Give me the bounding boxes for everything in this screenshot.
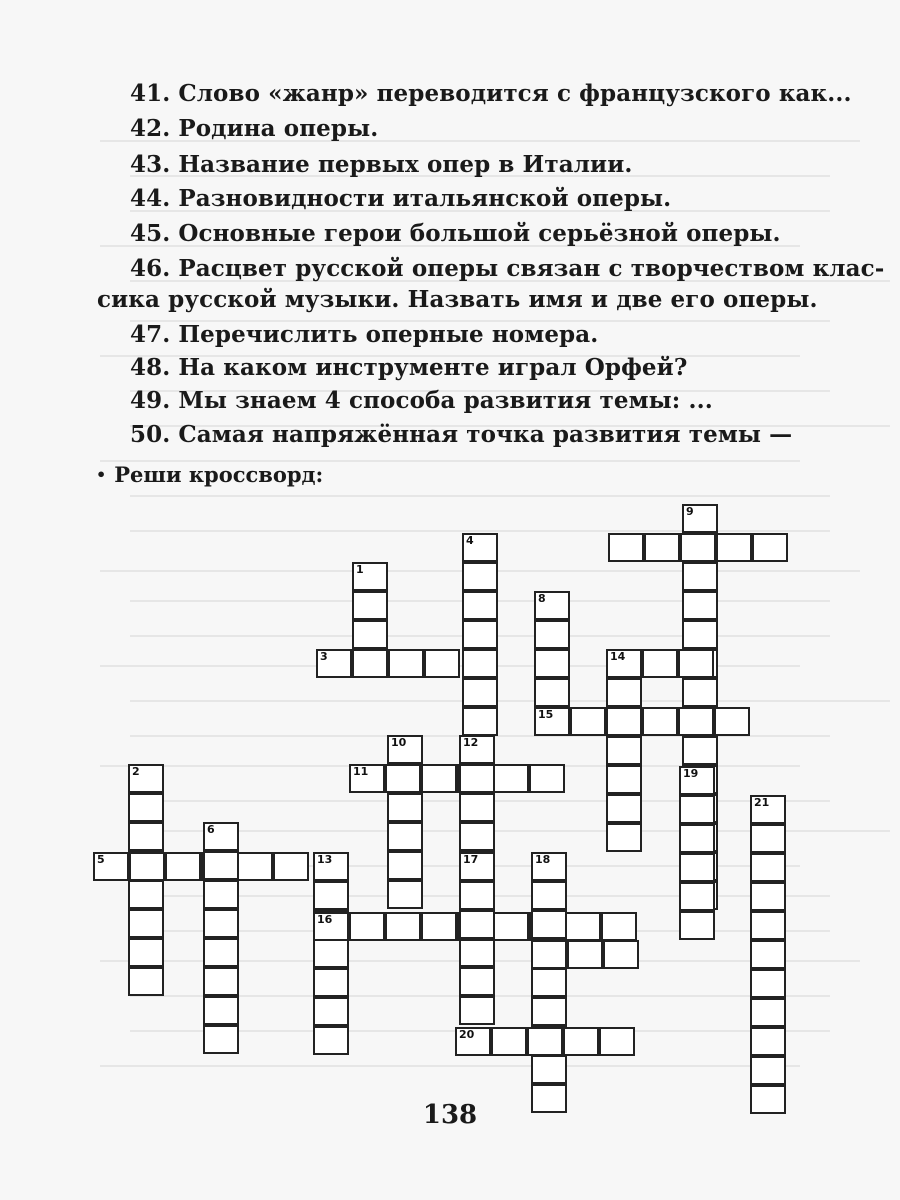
crossword-cell[interactable]: [750, 969, 786, 998]
crossword-cell[interactable]: [313, 852, 349, 881]
crossword-cell[interactable]: [527, 1027, 563, 1056]
crossword-cell[interactable]: [352, 562, 388, 591]
crossword-cell[interactable]: [387, 735, 423, 764]
crossword-cell[interactable]: [491, 1027, 527, 1056]
crossword-cell[interactable]: [493, 912, 529, 941]
crossword-cell[interactable]: [570, 707, 606, 736]
question-46-continuation: сика русской музыки. Назвать имя и две его оперы.: [97, 286, 818, 313]
crossword-cell[interactable]: [644, 533, 680, 562]
crossword-cell[interactable]: [534, 649, 570, 678]
page-number: 138: [422, 1100, 478, 1130]
crossword-cell[interactable]: [424, 649, 460, 678]
crossword-cell[interactable]: [93, 852, 129, 881]
crossword-cell[interactable]: [606, 736, 642, 765]
crossword-cell[interactable]: [387, 822, 423, 851]
crossword-cell[interactable]: [752, 533, 788, 562]
crossword-cell[interactable]: [531, 1055, 567, 1084]
crossword-cell[interactable]: [531, 968, 567, 997]
question-45: 45. Основные герои большой серьёзной оперы.: [130, 220, 781, 247]
crossword-cell[interactable]: [349, 764, 385, 793]
crossword-clue-number: 6: [207, 823, 215, 836]
crossword-cell[interactable]: [128, 822, 164, 851]
crossword-cell[interactable]: [455, 1027, 491, 1056]
crossword-cell[interactable]: [203, 880, 239, 909]
crossword-cell[interactable]: [459, 881, 495, 910]
crossword-cell[interactable]: [459, 822, 495, 851]
crossword-cell[interactable]: [352, 591, 388, 620]
crossword-cell[interactable]: [462, 707, 498, 736]
crossword-cell[interactable]: [750, 853, 786, 882]
crossword-cell[interactable]: [682, 620, 718, 649]
crossword-cell[interactable]: [459, 996, 495, 1025]
question-44: 44. Разновидности итальянской оперы.: [130, 185, 672, 212]
crossword-cell[interactable]: [679, 911, 715, 940]
question-50: 50. Самая напряжённая точка развития темы —: [130, 421, 793, 448]
crossword-cell[interactable]: [459, 793, 495, 822]
crossword-cell[interactable]: [385, 764, 421, 793]
crossword-cell[interactable]: [128, 967, 164, 996]
crossword-cell[interactable]: [606, 765, 642, 794]
crossword-cell[interactable]: [388, 649, 424, 678]
crossword-cell[interactable]: [680, 533, 716, 562]
crossword-cell[interactable]: [128, 909, 164, 938]
crossword-clue-number: 18: [535, 853, 551, 866]
crossword-cell[interactable]: [750, 795, 786, 824]
crossword-cell[interactable]: [459, 852, 495, 881]
crossword-cell[interactable]: [682, 562, 718, 591]
crossword-cell[interactable]: [129, 852, 165, 881]
crossword-cell[interactable]: [462, 533, 498, 562]
crossword-cell[interactable]: [352, 620, 388, 649]
crossword-cell[interactable]: [529, 764, 565, 793]
crossword-cell[interactable]: [567, 940, 603, 969]
crossword-cell[interactable]: [203, 822, 239, 851]
crossword-cell[interactable]: [603, 940, 639, 969]
crossword-cell[interactable]: [128, 938, 164, 967]
crossword-cell[interactable]: [682, 736, 718, 765]
crossword-cell[interactable]: [128, 764, 164, 793]
crossword-cell[interactable]: [462, 562, 498, 591]
crossword-cell[interactable]: [462, 620, 498, 649]
crossword-cell[interactable]: [387, 880, 423, 909]
crossword-cell[interactable]: [313, 912, 349, 941]
crossword-cell[interactable]: [750, 1027, 786, 1056]
crossword-cell[interactable]: [642, 707, 678, 736]
crossword-clue-number: 11: [353, 765, 369, 778]
crossword-cell[interactable]: [606, 794, 642, 823]
crossword-cell[interactable]: [606, 649, 642, 678]
crossword-cell[interactable]: [313, 939, 349, 968]
crossword-cell[interactable]: [459, 735, 495, 764]
crossword-cell[interactable]: [534, 707, 570, 736]
crossword-cell[interactable]: [273, 852, 309, 881]
crossword-clue-number: 10: [391, 736, 407, 749]
crossword-cell[interactable]: [682, 591, 718, 620]
crossword-cell[interactable]: [493, 764, 529, 793]
crossword-cell[interactable]: [531, 881, 567, 910]
crossword-cell[interactable]: [462, 591, 498, 620]
crossword-cell[interactable]: [679, 853, 715, 882]
crossword-cell[interactable]: [534, 678, 570, 707]
crossword-cell[interactable]: [203, 1025, 239, 1054]
crossword-cell[interactable]: [750, 911, 786, 940]
question-46: 46. Расцвет русской оперы связан с творчеством клас-: [130, 255, 885, 282]
crossword-cell[interactable]: [565, 912, 601, 941]
crossword-cell[interactable]: [750, 998, 786, 1027]
crossword-cell[interactable]: [128, 793, 164, 822]
crossword-cell[interactable]: [459, 938, 495, 967]
crossword-cell[interactable]: [679, 824, 715, 853]
crossword-cell[interactable]: [387, 851, 423, 880]
crossword-clue-number: 9: [686, 505, 694, 518]
crossword-cell[interactable]: [679, 766, 715, 795]
crossword-cell[interactable]: [421, 764, 457, 793]
crossword-cell[interactable]: [203, 996, 239, 1025]
crossword-cell[interactable]: [682, 504, 718, 533]
crossword-cell[interactable]: [606, 678, 642, 707]
crossword-cell[interactable]: [678, 649, 714, 678]
crossword-cell[interactable]: [385, 912, 421, 941]
question-47: 47. Перечислить оперные номера.: [130, 321, 599, 348]
question-48: 48. На каком инструменте играл Орфей?: [130, 354, 688, 381]
crossword-cell[interactable]: [678, 707, 714, 736]
crossword-clue-number: 16: [317, 913, 333, 926]
question-49: 49. Мы знаем 4 способа развития темы: ...: [130, 387, 713, 414]
crossword-clue-number: 13: [317, 853, 333, 866]
crossword-cell[interactable]: [349, 912, 385, 941]
crossword-cell[interactable]: [462, 649, 498, 678]
crossword-cell[interactable]: [203, 967, 239, 996]
crossword-cell[interactable]: [750, 940, 786, 969]
crossword-cell[interactable]: [352, 649, 388, 678]
bullet-icon: •: [96, 465, 107, 484]
crossword-cell[interactable]: [642, 649, 678, 678]
question-43: 43. Название первых опер в Италии.: [130, 151, 633, 178]
crossword-cell[interactable]: [534, 620, 570, 649]
question-41: 41. Слово «жанр» переводится с французского как...: [130, 80, 852, 107]
crossword-cell[interactable]: [682, 678, 718, 707]
crossword-cell[interactable]: [608, 533, 644, 562]
crossword-cell[interactable]: [531, 997, 567, 1026]
crossword-clue-number: 19: [683, 767, 699, 780]
crossword-cell[interactable]: [606, 707, 642, 736]
crossword-cell[interactable]: [599, 1027, 635, 1056]
crossword-cell[interactable]: [237, 852, 273, 881]
crossword-clue-number: 17: [463, 853, 479, 866]
crossword-cell[interactable]: [531, 910, 567, 939]
crossword-clue-number: 14: [610, 650, 626, 663]
question-42: 42. Родина оперы.: [130, 115, 379, 142]
crossword-cell[interactable]: [606, 823, 642, 852]
crossword-clue-number: 12: [463, 736, 479, 749]
crossword-cell[interactable]: [459, 910, 495, 939]
crossword-clue-number: 1: [356, 563, 364, 576]
crossword-cell[interactable]: [531, 940, 567, 969]
crossword-cell[interactable]: [313, 997, 349, 1026]
crossword-cell[interactable]: [534, 591, 570, 620]
crossword-cell[interactable]: [316, 649, 352, 678]
crossword-cell[interactable]: [203, 938, 239, 967]
crossword-cell[interactable]: [750, 882, 786, 911]
crossword-cell[interactable]: [679, 882, 715, 911]
crossword-cell[interactable]: [750, 824, 786, 853]
crossword-clue-number: 5: [97, 853, 105, 866]
crossword-cell[interactable]: [128, 880, 164, 909]
crossword-cell[interactable]: [203, 851, 239, 880]
crossword-clue-number: 3: [320, 650, 328, 663]
crossword-cell[interactable]: [750, 1056, 786, 1085]
crossword-cell[interactable]: [459, 967, 495, 996]
crossword-cell[interactable]: [203, 909, 239, 938]
crossword-cell[interactable]: [462, 678, 498, 707]
crossword-clue-number: 4: [466, 534, 474, 547]
crossword-cell[interactable]: [387, 793, 423, 822]
crossword-cell[interactable]: [601, 912, 637, 941]
crossword-cell[interactable]: [716, 533, 752, 562]
crossword-cell[interactable]: [563, 1027, 599, 1056]
task-label: Реши кроссворд:: [114, 462, 324, 487]
crossword-clue-number: 21: [754, 796, 770, 809]
crossword-cell[interactable]: [714, 707, 750, 736]
crossword-cell[interactable]: [679, 795, 715, 824]
crossword-cell[interactable]: [165, 852, 201, 881]
crossword-clue-number: 8: [538, 592, 546, 605]
crossword-clue-number: 2: [132, 765, 140, 778]
crossword-clue-number: 15: [538, 708, 554, 721]
crossword-clue-number: 20: [459, 1028, 475, 1041]
crossword-cell[interactable]: [459, 764, 495, 793]
crossword-cell[interactable]: [313, 968, 349, 997]
crossword-cell[interactable]: [421, 912, 457, 941]
crossword-cell[interactable]: [313, 1026, 349, 1055]
crossword-cell[interactable]: [313, 881, 349, 910]
crossword-cell[interactable]: [531, 852, 567, 881]
